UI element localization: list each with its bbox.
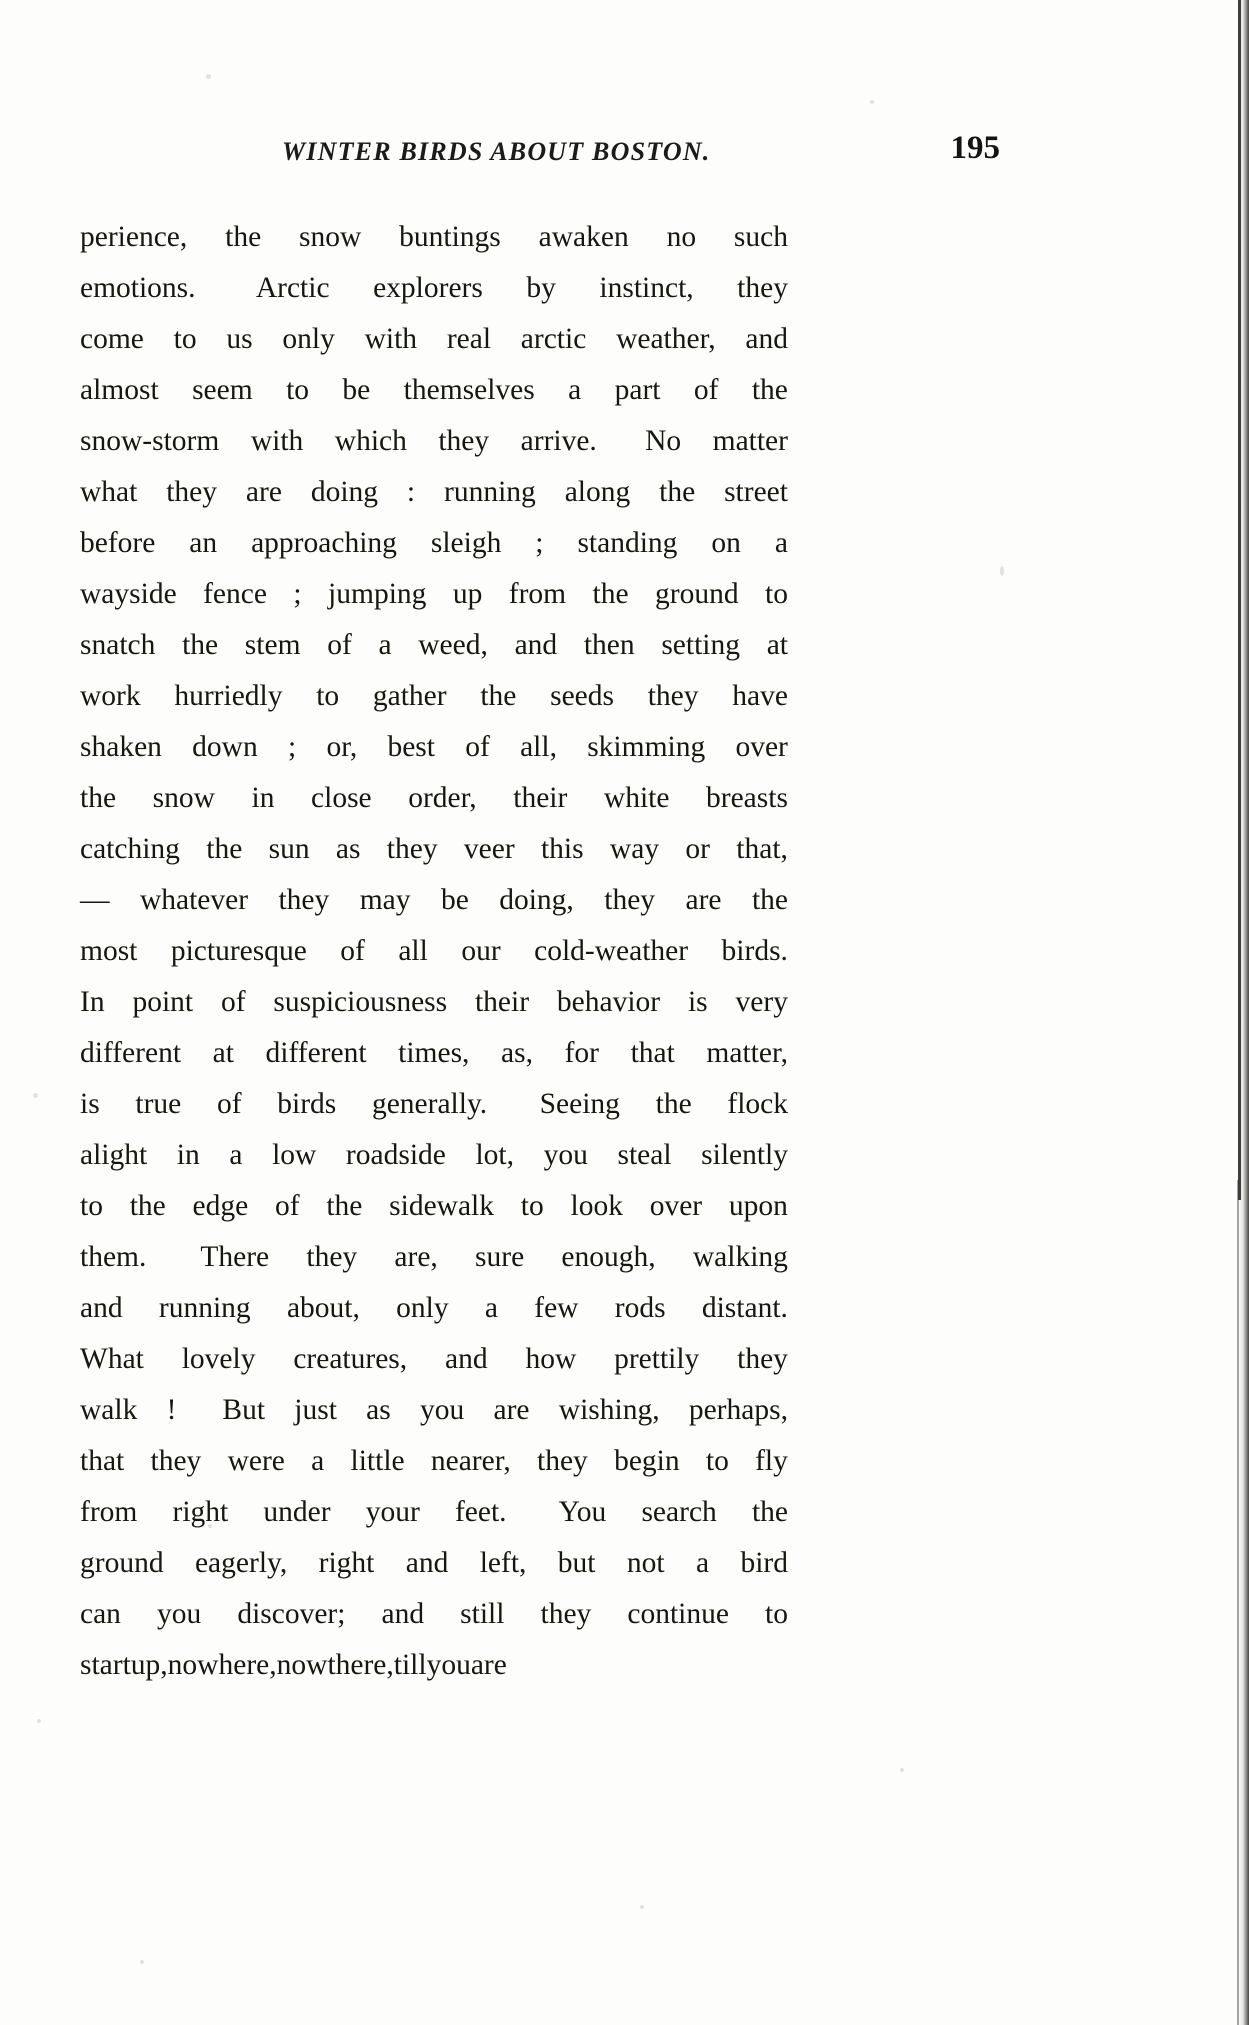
text-line: In point of suspiciousness their behavior is very <box>80 986 788 1018</box>
body-text <box>80 212 788 1691</box>
text-line: from right under your feet. You search the <box>80 1496 788 1528</box>
text-line: work hurriedly to gather the seeds they have <box>80 680 788 712</box>
running-head: WINTER BIRDS ABOUT BOSTON. <box>281 137 711 166</box>
text-line: most picturesque of all our cold-weather birds. <box>80 935 788 967</box>
page-binding-line-lower <box>1237 1180 1239 2025</box>
text-line: ground eagerly, right and left, but not a bird <box>80 1547 788 1579</box>
paper-speck <box>140 1960 144 1964</box>
paper-speck <box>640 1905 644 1909</box>
text-line: different at different times, as, for that matter, <box>80 1037 788 1069</box>
text-line: to the edge of the sidewalk to look over upon <box>80 1190 788 1222</box>
paper-speck <box>900 1768 904 1772</box>
paper-speck <box>33 1093 38 1098</box>
text-line: can you discover; and still they continue to <box>80 1598 788 1630</box>
text-line: alight in a low roadside lot, you steal silently <box>80 1139 788 1171</box>
page-number: 195 <box>950 130 1000 166</box>
text-line: before an approaching sleigh ; standing on a <box>80 527 788 559</box>
text-line: shaken down ; or, best of all, skimming over <box>80 731 788 763</box>
text-line: that they were a little nearer, they begin to fly <box>80 1445 788 1477</box>
text-line: them. There they are, sure enough, walking <box>80 1241 788 1273</box>
text-line: start up, now here, now there, till you are <box>80 1649 507 1681</box>
text-line: and running about, only a few rods distant. <box>80 1292 788 1324</box>
page-header <box>0 132 1000 169</box>
page-binding-line <box>1238 0 1241 1200</box>
text-line: the snow in close order, their white breasts <box>80 782 788 814</box>
paper-speck <box>1000 566 1004 576</box>
text-line: — whatever they may be doing, they are the <box>80 884 788 916</box>
text-line: almost seem to be themselves a part of the <box>80 374 788 406</box>
text-line: snatch the stem of a weed, and then setting at <box>80 629 788 661</box>
paper-speck <box>37 1719 41 1723</box>
text-line: snow-storm with which they arrive. No matter <box>80 425 788 457</box>
text-line: emotions. Arctic explorers by instinct, they <box>80 272 788 304</box>
text-line: come to us only with real arctic weather, and <box>80 323 788 355</box>
paragraph <box>80 212 788 1691</box>
paper-speck <box>206 74 211 79</box>
text-line: wayside fence ; jumping up from the ground to <box>80 578 788 610</box>
text-line: what they are doing : running along the street <box>80 476 788 508</box>
paper-speck <box>870 100 874 104</box>
text-line: catching the sun as they veer this way or that, <box>80 833 788 865</box>
text-line: What lovely creatures, and how prettily they <box>80 1343 788 1375</box>
text-line: walk ! But just as you are wishing, perhaps, <box>80 1394 788 1426</box>
text-line: perience, the snow buntings awaken no such <box>80 221 788 253</box>
text-line: is true of birds generally. Seeing the flock <box>80 1088 788 1120</box>
